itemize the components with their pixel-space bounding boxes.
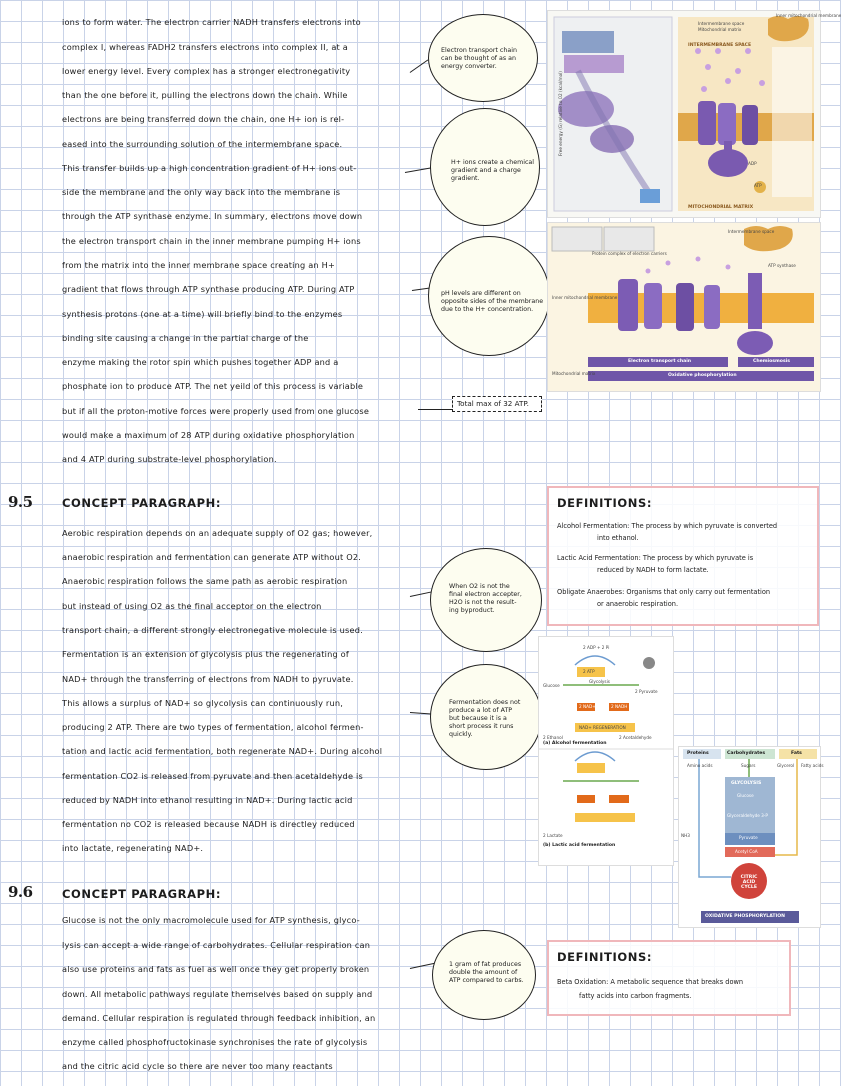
definitions-title: DEFINITIONS: bbox=[557, 496, 653, 510]
fig-label: 2 Ethanol bbox=[543, 735, 563, 740]
text-line: complex I, whereas FADH2 transfers electrons into complex II, at a bbox=[62, 42, 348, 52]
fig-label: INTERMEMBRANE SPACE bbox=[688, 43, 752, 48]
fig-label: 2 ADP + 2 Pi bbox=[583, 645, 610, 650]
text-line: and 4 ATP during substrate-level phosphorylation. bbox=[62, 454, 277, 464]
text-line: gradient that flows through ATP synthase producing ATP. During ATP bbox=[62, 284, 355, 294]
text-line: lysis can accept a wide range of carbohydrates. Cellular respiration can bbox=[62, 940, 371, 950]
fig-label: Oxidative phosphorylation bbox=[668, 373, 737, 378]
fig-label: Intermembrane space bbox=[728, 229, 775, 234]
note-line: short process it runs bbox=[449, 723, 514, 730]
figure-oxidative-phosphorylation bbox=[547, 222, 821, 392]
note-line: H2O is not the result- bbox=[449, 599, 517, 606]
section-title: CONCEPT PARAGRAPH: bbox=[62, 496, 222, 510]
text-line: transport chain, a different strongly electronegative molecule is used. bbox=[62, 625, 363, 635]
fig-label: Chemiosmosis bbox=[753, 359, 790, 364]
fig-label: Electron transport chain bbox=[628, 359, 692, 364]
text-line: demand. Cellular respiration is regulated through feedback inhibition, an bbox=[62, 1013, 376, 1023]
fig-label: 2 Lactate bbox=[543, 833, 563, 838]
text-line: but if all the proton-motive forces were properly used from one glucose bbox=[62, 406, 370, 416]
note-line: opposite sides of the membrane bbox=[441, 298, 544, 305]
note-line: gradient and a charge bbox=[451, 167, 521, 174]
text-line: reduced by NADH into ethanol resulting in NAD+. During lactic acid bbox=[62, 795, 353, 805]
note-line: Fermentation does not bbox=[449, 699, 521, 706]
note-line: due to the H+ concentration. bbox=[441, 306, 534, 313]
fig-side-label: Free energy (G) relative to O2 (kcal/mol) bbox=[557, 71, 563, 156]
text-line: NAD+ through the transferring of electrons from NADH to pyruvate. bbox=[62, 674, 354, 684]
note-line: final electron accepter, bbox=[449, 591, 522, 598]
text-line: electrons are being transferred down the chain, one H+ ion is rel- bbox=[62, 114, 345, 124]
fig-label: Intermembrane space bbox=[698, 21, 745, 26]
definition-line: Alcohol Fermentation: The process by which pyruvate is converted bbox=[557, 522, 778, 530]
text-line: Anaerobic respiration follows the same path as aerobic respiration bbox=[62, 576, 348, 586]
note-circle bbox=[430, 664, 542, 770]
text-line: This transfer builds up a high concentration gradient of H+ ions out- bbox=[62, 163, 357, 173]
fig-label: OXIDATIVE PHOSPHORYLATION bbox=[705, 914, 786, 919]
fig-label: GLYCOLYSIS bbox=[731, 781, 762, 786]
text-line: and the citric acid cycle so there are never too many reactants bbox=[62, 1061, 333, 1071]
fig-label: ADP bbox=[748, 161, 757, 166]
note-circle bbox=[428, 14, 538, 102]
fig-label: Inner mitochondrial membrane bbox=[552, 295, 618, 300]
note-line: 1 gram of fat produces bbox=[449, 961, 522, 968]
text-line: enzyme called phosphofructokinase synchronises the rate of glycolysis bbox=[62, 1037, 368, 1047]
fig-label: Fats bbox=[791, 751, 802, 756]
note-line: H+ ions create a chemical bbox=[451, 159, 535, 166]
text-line: ions to form water. The electron carrier NADH transfers electrons into bbox=[62, 17, 361, 27]
definition-line: fatty acids into carbon fragments. bbox=[579, 992, 692, 1000]
text-line: fermentation no CO2 is released because NADH is directley reduced bbox=[62, 819, 355, 829]
text-line: down. All metabolic pathways regulate themselves based on supply and bbox=[62, 989, 373, 999]
fig-label: Pyruvate bbox=[739, 835, 758, 840]
text-line: Fermentation is an extension of glycolysis plus the regenerating of bbox=[62, 649, 349, 659]
definitions-title: DEFINITIONS: bbox=[557, 950, 653, 964]
fig-label: Fatty acids bbox=[801, 763, 824, 768]
fig-label: Carbohydrates bbox=[727, 751, 766, 756]
oxphos-diagram-graphic bbox=[548, 223, 820, 391]
fig-label: Mitochondrial matrix bbox=[552, 371, 596, 376]
text-line: lower energy level. Every complex has a stronger electronegativity bbox=[62, 66, 351, 76]
text-line: synthesis protons (one at a time) will briefly bind to the enzymes bbox=[62, 309, 343, 319]
note-line: When O2 is not the bbox=[449, 583, 510, 590]
text-line: enzyme making the rotor spin which pushes together ADP and a bbox=[62, 357, 339, 367]
note-line: ing byproduct. bbox=[449, 607, 495, 614]
text-line: producing 2 ATP. There are two types of fermentation, alcohol fermen- bbox=[62, 722, 364, 732]
text-line: also use proteins and fats as fuel as well once they get properly broken bbox=[62, 964, 370, 974]
fig-label: Glycerol bbox=[777, 763, 795, 768]
note-circle bbox=[430, 548, 542, 652]
total-atp-note: Total max of 32 ATP. bbox=[452, 396, 542, 412]
fig-label: ATP bbox=[754, 183, 762, 188]
figure-electron-transport-chain bbox=[547, 10, 841, 218]
note-line: Electron transport chain bbox=[441, 47, 517, 54]
note-line: ATP compared to carbs. bbox=[449, 977, 524, 984]
text-line: fermentation CO2 is released from pyruvate and then acetaldehyde is bbox=[62, 771, 363, 781]
text-line: side the membrane and the only way back into the membrane is bbox=[62, 187, 341, 197]
definitions-box-96 bbox=[547, 940, 791, 1016]
text-line: than the one before it, pulling the electrons down the chain. While bbox=[62, 90, 348, 100]
fig-label: Inner mitochondrial membrane bbox=[776, 13, 841, 18]
text-line: tation and lactic acid fermentation, both regenerate NAD+. During alcohol bbox=[62, 746, 383, 756]
fig-label: Proteins bbox=[687, 751, 709, 756]
section-number: 9.6 bbox=[8, 883, 33, 901]
note-line: energy converter. bbox=[441, 63, 497, 70]
definitions-box-95 bbox=[547, 486, 819, 626]
fig-label: Glucose bbox=[543, 683, 560, 688]
definition-line: Obligate Anaerobes: Organisms that only carry out fermentation bbox=[557, 588, 771, 596]
fig-label: 2 Acetaldehyde bbox=[619, 735, 652, 740]
figure-fermentation bbox=[538, 636, 674, 866]
fig-label: 2 ATP bbox=[583, 669, 595, 674]
note-line: but because it is a bbox=[449, 715, 507, 722]
text-line: eased into the surrounding solution of the intermembrane space. bbox=[62, 139, 343, 149]
note-line: pH levels are different on bbox=[441, 290, 521, 297]
note-line: double the amount of bbox=[449, 969, 518, 976]
text-line: This allows a surplus of NAD+ so glycolysis can continuously run, bbox=[62, 698, 344, 708]
section-title: CONCEPT PARAGRAPH: bbox=[62, 887, 222, 901]
fig-label: NH3 bbox=[681, 833, 690, 838]
etc-diagram-graphic bbox=[548, 11, 820, 217]
fig-label: ATP synthase bbox=[768, 263, 796, 268]
note-line: can be thought of as an bbox=[441, 55, 517, 62]
text-line: binding site causing a change in the partial charge of the bbox=[62, 333, 309, 343]
text-line: anaerobic respiration and fermentation can generate ATP without O2. bbox=[62, 552, 362, 562]
fig-label: MITOCHONDRIAL MATRIX bbox=[688, 205, 754, 210]
fig-label: (a) Alcohol fermentation bbox=[543, 741, 607, 746]
fig-label: Protein complex of electron carriers bbox=[592, 251, 667, 256]
fig-label: Acetyl CoA bbox=[735, 849, 758, 854]
fig-label: Amino acids bbox=[687, 763, 713, 768]
note-line: produce a lot of ATP bbox=[449, 707, 513, 714]
fig-label: 2 NADH bbox=[611, 704, 628, 709]
definition-line: reduced by NADH to form lactate. bbox=[597, 566, 709, 574]
note-line: gradient. bbox=[451, 175, 480, 182]
text-line: Glucose is not the only macromolecule used for ATP synthesis, glyco- bbox=[62, 915, 360, 925]
fermentation-diagram-graphic bbox=[539, 637, 673, 865]
note-circle bbox=[430, 108, 540, 226]
fig-label: Mitochondrial matrix bbox=[698, 27, 742, 32]
definition-line: Lactic Acid Fermentation: The process by which pyruvate is bbox=[557, 554, 754, 562]
fig-label: Sugars bbox=[741, 763, 756, 768]
fig-label: 2 NAD+ bbox=[579, 704, 596, 709]
text-line: phosphate ion to produce ATP. The net yeild of this process is variable bbox=[62, 381, 364, 391]
text-line: into lactate, regenerating NAD+. bbox=[62, 843, 204, 853]
fig-label: Glucose bbox=[737, 793, 754, 798]
text-line: the electron transport chain in the inner membrane pumping H+ ions bbox=[62, 236, 361, 246]
figure-catabolism bbox=[678, 746, 824, 928]
fig-label: NAD+ REGENERATION bbox=[579, 725, 626, 730]
fig-label: Glycolysis bbox=[589, 679, 610, 684]
text-line: from the matrix into the inner membrane space creating an H+ bbox=[62, 260, 336, 270]
definition-line: Beta Oxidation: A metabolic sequence that breaks down bbox=[557, 978, 744, 986]
note-line: quickly. bbox=[449, 731, 473, 738]
text-line: but instead of using O2 as the final acceptor on the electron bbox=[62, 601, 322, 611]
fig-label: CITRIC ACID CYCLE bbox=[740, 875, 758, 890]
fig-label: (b) Lactic acid fermentation bbox=[543, 843, 616, 848]
section-number: 9.5 bbox=[8, 493, 33, 511]
note-circle bbox=[428, 236, 550, 356]
fig-label: 2 Pyruvate bbox=[635, 689, 658, 694]
text-line: Aerobic respiration depends on an adequate supply of O2 gas; however, bbox=[62, 528, 373, 538]
text-line: through the ATP synthase enzyme. In summary, electrons move down bbox=[62, 211, 363, 221]
note-circle bbox=[432, 930, 536, 1020]
fig-label: Glyceraldehyde 3-P bbox=[727, 813, 768, 818]
note-pointer bbox=[418, 409, 452, 410]
definition-line: into ethanol. bbox=[597, 534, 639, 542]
definition-line: or anaerobic respiration. bbox=[597, 600, 679, 608]
text-line: would make a maximum of 28 ATP during oxidative phosphorylation bbox=[62, 430, 355, 440]
